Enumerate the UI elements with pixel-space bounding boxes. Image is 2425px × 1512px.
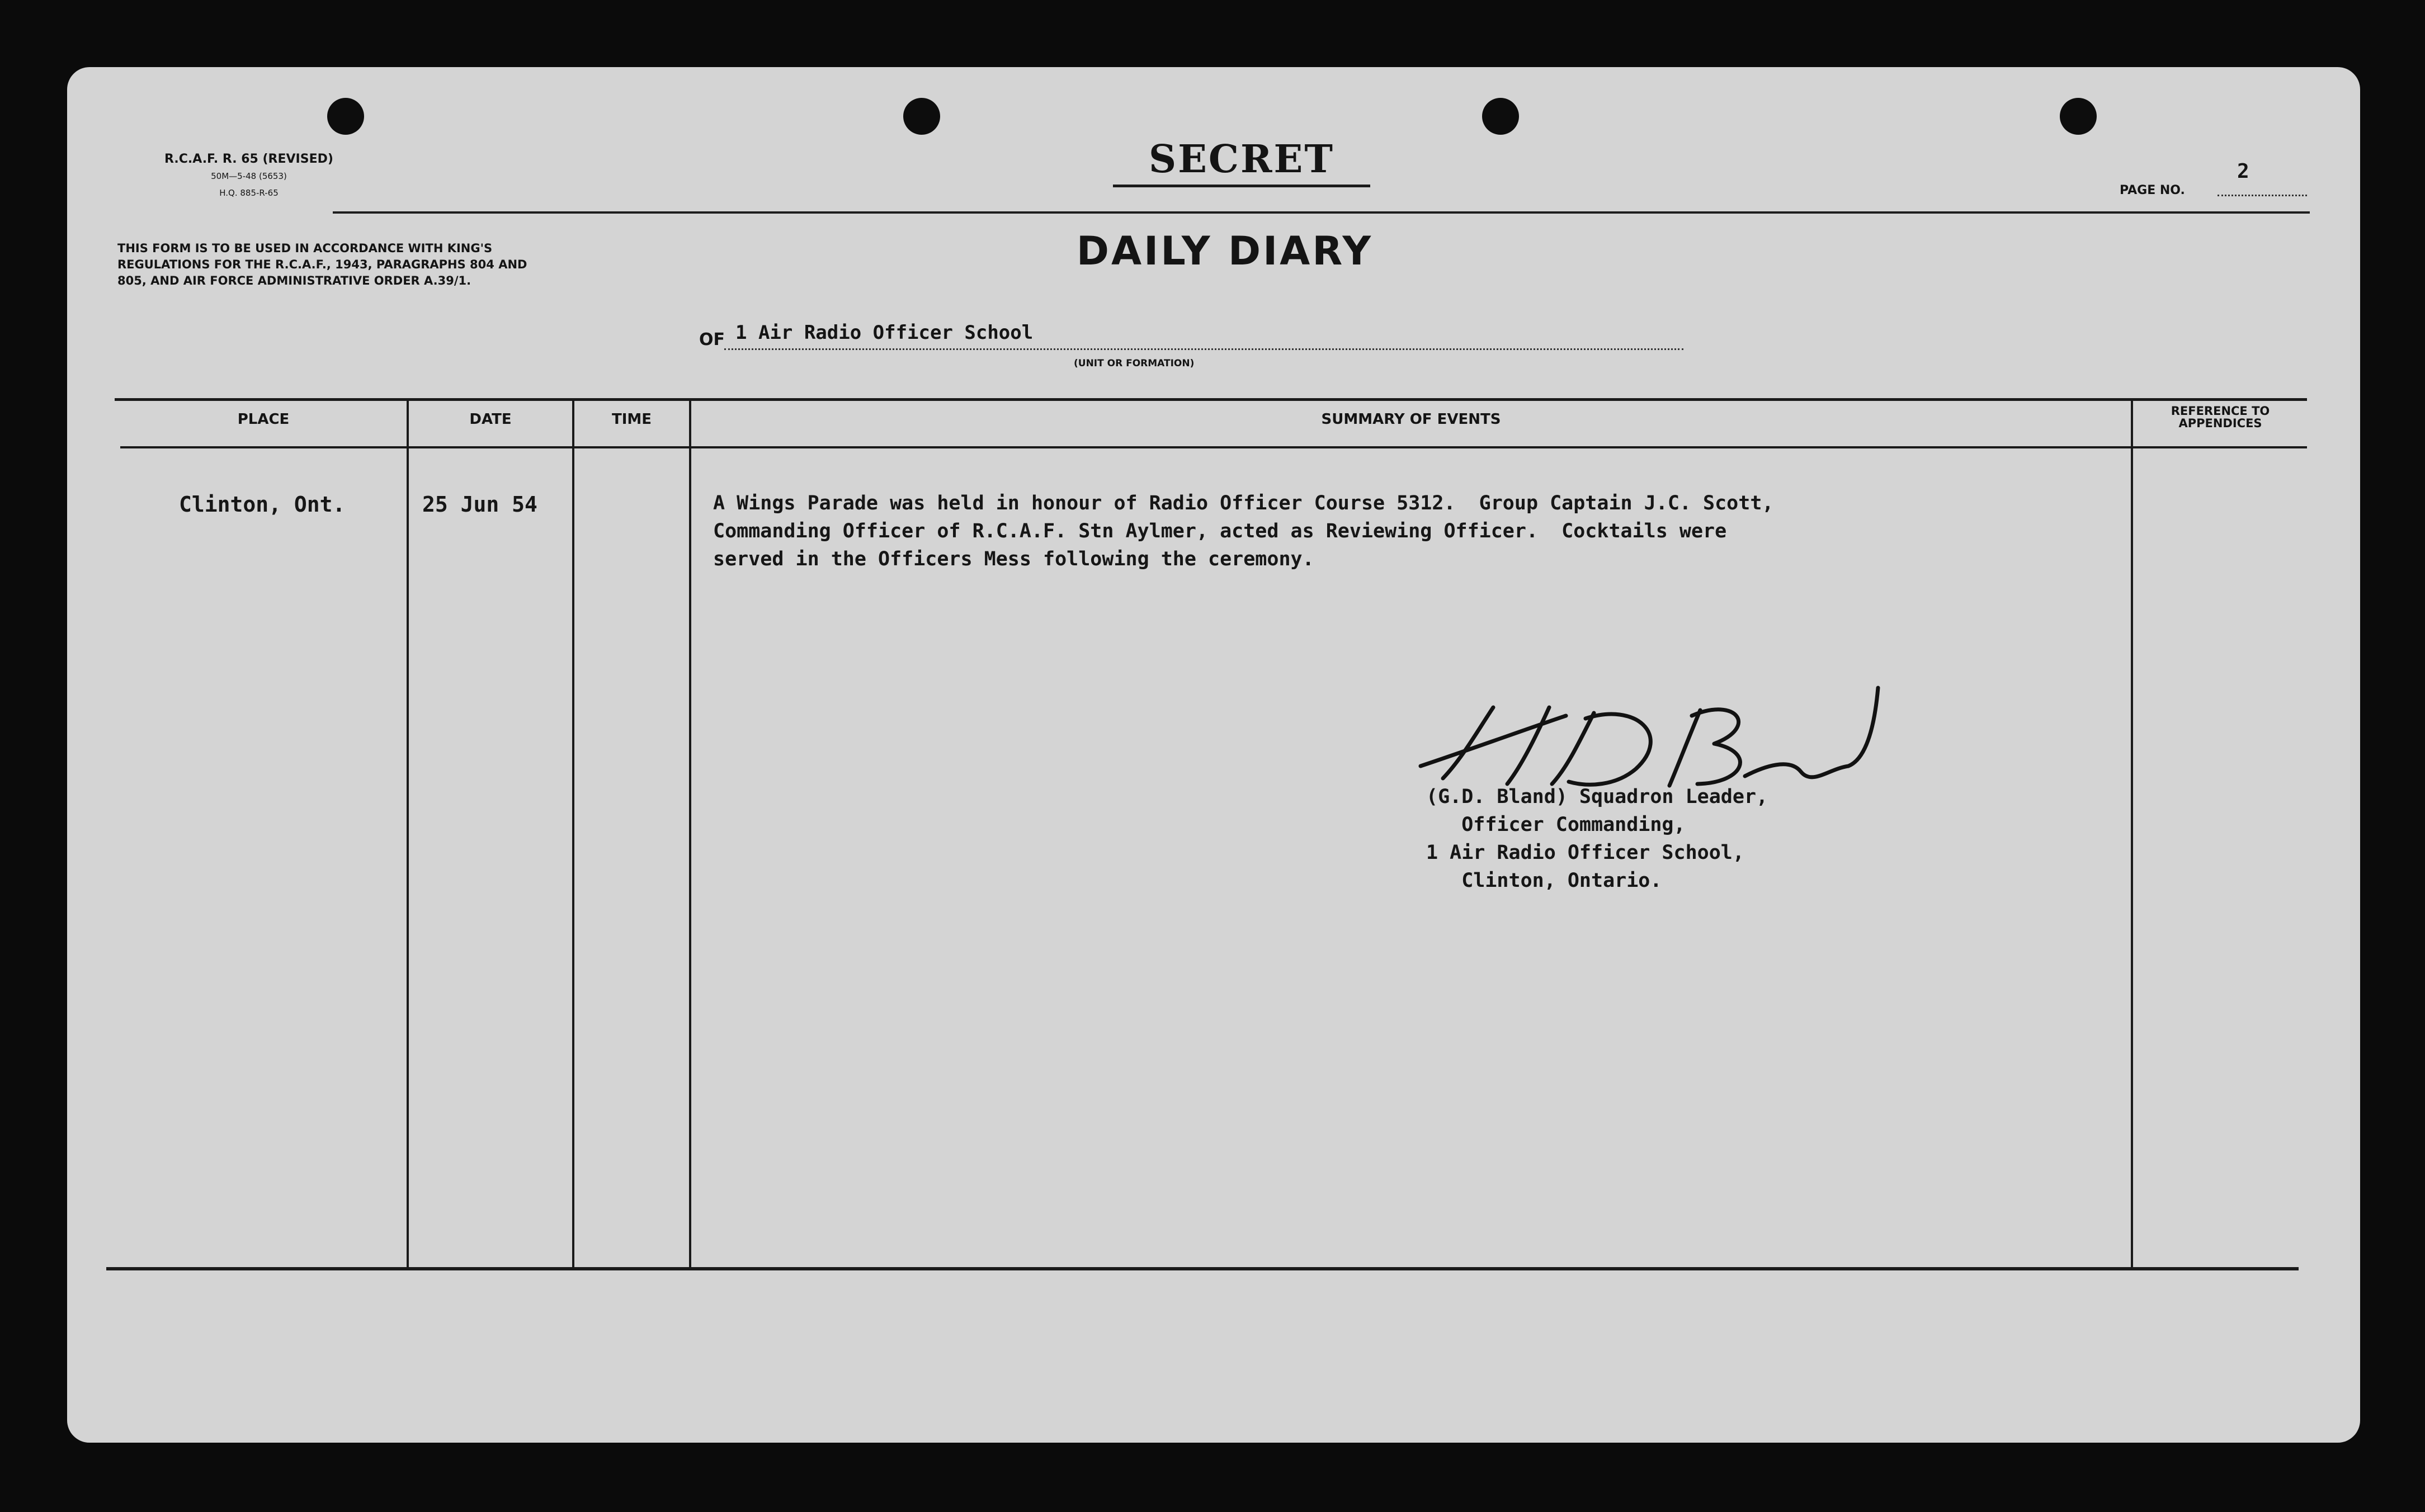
table-top-rule [115, 398, 2307, 401]
column-divider [689, 398, 691, 1268]
binder-hole [2060, 98, 2097, 135]
unit-name: 1 Air Radio Officer School [735, 322, 1034, 344]
form-number: R.C.A.F. R. 65 (REVISED) [164, 152, 333, 166]
print-code: 50M—5-48 (5653) [211, 171, 287, 181]
unit-dotted-line [724, 348, 1683, 350]
handwritten-signature [1409, 654, 1890, 800]
binder-hole [327, 98, 364, 135]
page-number-value: 2 [2237, 160, 2249, 183]
form-identifier [131, 151, 366, 201]
column-divider [407, 398, 409, 1268]
classification-heading: SECRET [1148, 137, 1334, 182]
column-header-place: PLACE [237, 411, 290, 428]
column-divider [2131, 398, 2133, 1268]
diary-page [67, 67, 2360, 1443]
unit-caption: (UNIT OR FORMATION) [1074, 358, 1195, 369]
table-cell-date: 25 Jun 54 [422, 492, 537, 517]
page-number-line [2218, 195, 2307, 196]
binder-hole [903, 98, 940, 135]
page-number-label: PAGE NO. [2120, 183, 2185, 197]
column-header-summary: SUMMARY OF EVENTS [1321, 411, 1501, 428]
table-cell-summary: A Wings Parade was held in honour of Radio Officer Course 5312. Group Captain J.C. Scott, Commanding Officer of R.C.A.F. Stn Aylmer, acted as Reviewing Officer. Cocktails were served in the Officers Mess following the ceremony. [713, 492, 1774, 570]
classification-underline [1113, 185, 1370, 187]
form-instructions: THIS FORM IS TO BE USED IN ACCORDANCE WITH KING'S REGULATIONS FOR THE R.C.A.F., 1943, PARAGRAPHS 804 AND 805, AND AIR FORCE ADMINISTRATIVE ORDER A.39/1. [117, 242, 527, 287]
binder-hole [1482, 98, 1519, 135]
table-header-rule [120, 446, 2307, 448]
column-header-date: DATE [469, 411, 512, 428]
unit-of-label: OF [699, 330, 725, 349]
column-header-reference: REFERENCE TO APPENDICES [2171, 404, 2270, 430]
column-header-time: TIME [611, 411, 652, 428]
table-bottom-rule [106, 1267, 2299, 1270]
hq-reference: H.Q. 885-R-65 [219, 188, 279, 198]
header-divider [333, 211, 2310, 214]
column-divider [572, 398, 574, 1268]
table-cell-place: Clinton, Ont. [179, 492, 346, 517]
signature-block: (G.D. Bland) Squadron Leader, Officer Commanding, 1 Air Radio Officer School, Clinton, Ontario. [1426, 786, 1768, 892]
page-title: DAILY DIARY [1076, 228, 1374, 274]
